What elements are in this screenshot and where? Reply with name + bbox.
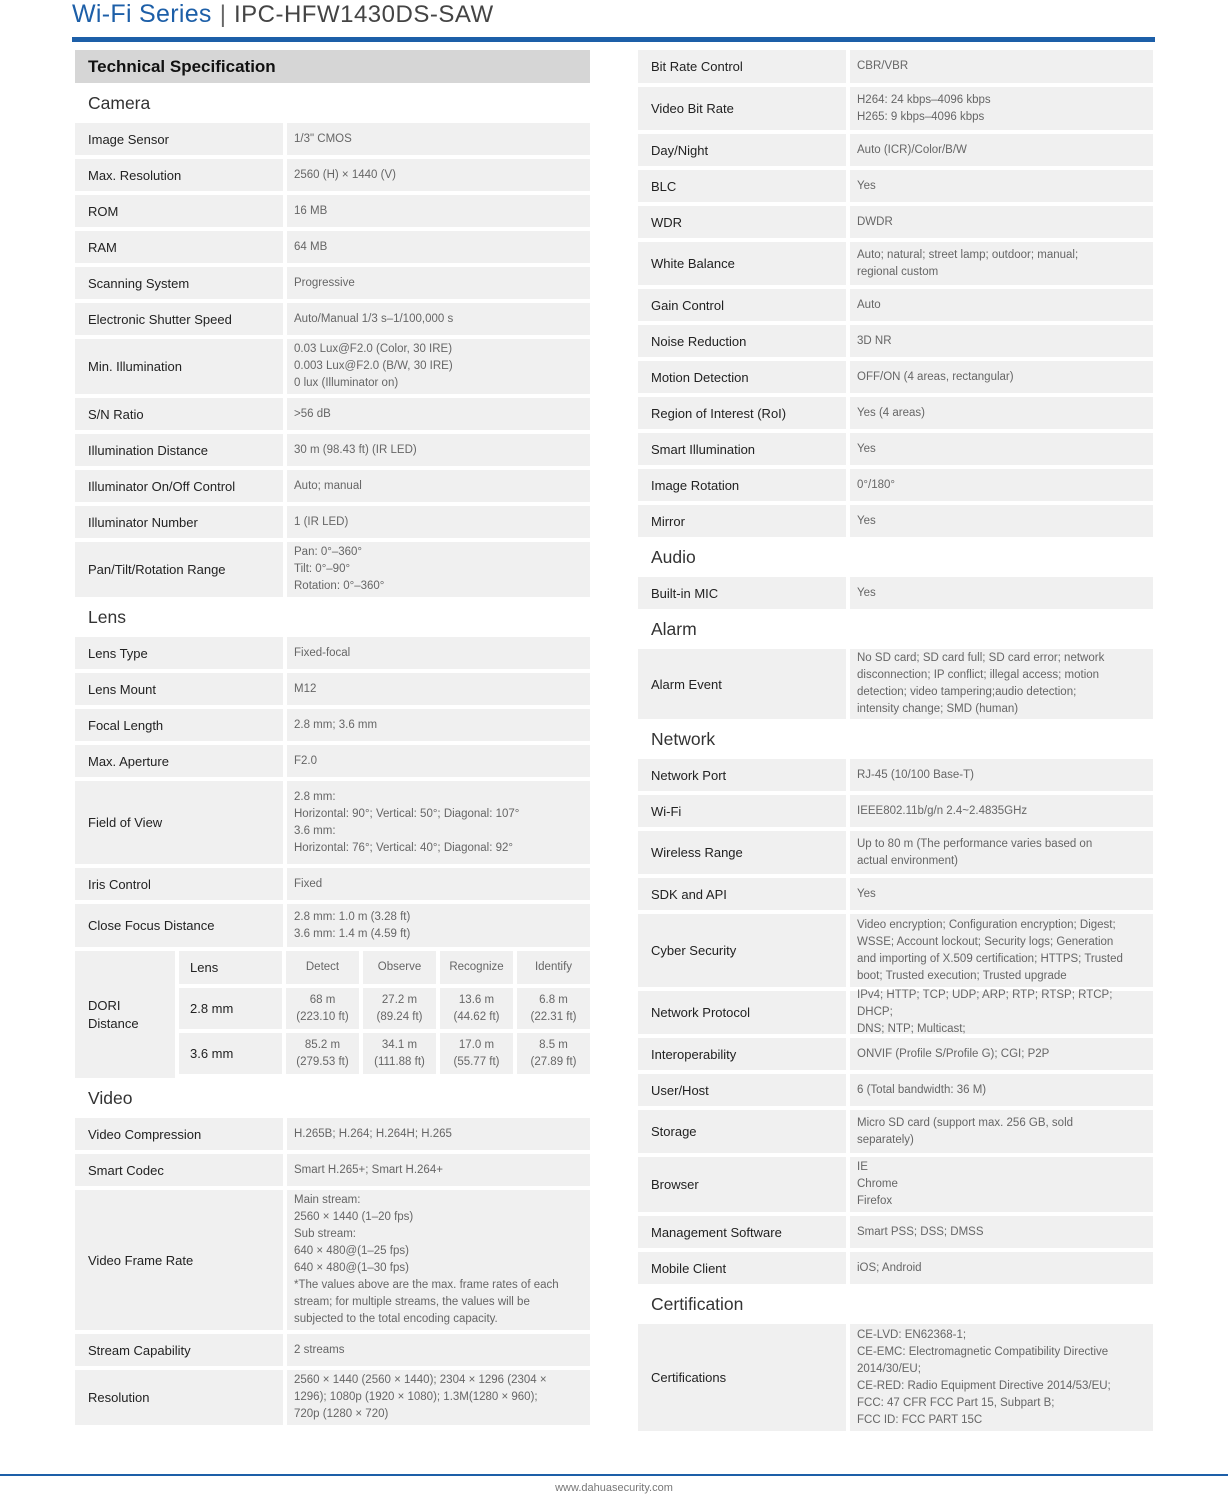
spec-value (287, 339, 590, 394)
spec-value-line: 1 (IR LED) (294, 515, 349, 528)
dori-value-line: (44.62 ft) (453, 1010, 500, 1023)
spec-row-max-aperture (75, 745, 590, 777)
right-column (638, 50, 1153, 1435)
dori-header-cell: Recognize (440, 951, 513, 984)
spec-value (287, 1334, 590, 1366)
spec-value-line: Auto; manual (294, 479, 362, 492)
spec-value-line: Smart H.265+; Smart H.264+ (294, 1163, 443, 1176)
spec-value-line: H264: 24 kbps–4096 kbps (857, 93, 991, 106)
spec-label: Mobile Client (638, 1252, 846, 1284)
spec-value (850, 361, 1153, 393)
spec-label: Smart Illumination (638, 433, 846, 465)
footer-url: www.dahuasecurity.com (555, 1482, 673, 1494)
spec-value (850, 50, 1153, 83)
dori-value-cell (286, 988, 359, 1029)
spec-value (287, 470, 590, 502)
spec-value (287, 1190, 590, 1330)
dori-label-line: Distance (88, 1015, 139, 1031)
spec-label: Alarm Event (638, 649, 846, 719)
spec-value-line: IPv4; HTTP; TCP; UDP; ARP; RTP; RTSP; RTCP; DHCP; (857, 989, 1113, 1018)
spec-value-line: Micro SD card (support max. 256 GB, sold (857, 1116, 1074, 1129)
dori-value-line: 85.2 m (304, 1038, 341, 1051)
spec-value (287, 904, 590, 947)
spec-row-user-host (638, 1074, 1153, 1106)
spec-value (850, 170, 1153, 202)
spec-label: Illumination Distance (75, 434, 283, 466)
spec-value (287, 1370, 590, 1425)
spec-value-line: stream; for multiple streams, the values will be (294, 1296, 530, 1308)
spec-value (850, 577, 1153, 609)
spec-row-resolution (75, 1370, 590, 1425)
dori-label-line: DORI (88, 997, 121, 1013)
spec-value-line: Horizontal: 90°; Vertical: 50°; Diagonal: 107° (294, 807, 520, 820)
spec-value-line: 0.03 Lux@F2.0 (Color, 30 IRE) (294, 343, 453, 355)
spec-label: Motion Detection (638, 361, 846, 393)
dori-lens-cell: 2.8 mm (179, 988, 282, 1029)
spec-value-line: Auto; natural; street lamp; outdoor; manual; (857, 248, 1079, 261)
dori-row (179, 988, 590, 1029)
spec-value (850, 831, 1153, 874)
spec-label: Day/Night (638, 134, 846, 166)
spec-value-line: 2560 × 1440 (1–20 fps) (294, 1211, 414, 1223)
spec-value (850, 649, 1153, 719)
spec-value (287, 398, 590, 430)
spec-row-pan-tilt-rotation-range (75, 542, 590, 597)
dori-value-line: (22.31 ft) (530, 1010, 577, 1023)
spec-value (850, 206, 1153, 238)
spec-label: Built-in MIC (638, 577, 846, 609)
spec-label: Field of View (75, 781, 283, 864)
spec-row-wdr (638, 206, 1153, 238)
dori-value-cell (440, 1033, 513, 1074)
spec-value (287, 434, 590, 466)
dori-value-line: 6.8 m (539, 993, 568, 1006)
spec-value (850, 1038, 1153, 1070)
spec-row-focal-length (75, 709, 590, 741)
spec-label: Stream Capability (75, 1334, 283, 1366)
dori-distance-table (75, 951, 590, 1078)
spec-value-line: Smart PSS; DSS; DMSS (857, 1225, 984, 1238)
spec-row-smart-codec (75, 1154, 590, 1186)
spec-label: Cyber Security (638, 914, 846, 987)
spec-value-line: CBR/VBR (857, 60, 909, 72)
spec-value (850, 1074, 1153, 1106)
dori-header-row (179, 951, 590, 984)
spec-row-rom (75, 195, 590, 227)
spec-row-white-balance (638, 242, 1153, 285)
spec-value (850, 914, 1153, 987)
spec-value-line: intensity change; SMD (human) (857, 703, 1019, 715)
spec-label: Storage (638, 1110, 846, 1153)
spec-value-line: Sub stream: (294, 1228, 356, 1240)
spec-value-line: detection; video tampering;audio detection; (857, 686, 1077, 698)
dori-header-cell: Lens (179, 951, 282, 984)
spec-label: Max. Aperture (75, 745, 283, 777)
spec-row-scanning-system (75, 267, 590, 299)
spec-row-wireless-range (638, 831, 1153, 874)
section-title-alarm: Alarm (651, 619, 697, 639)
dori-value-line: 34.1 m (381, 1038, 418, 1051)
spec-label: Video Frame Rate (75, 1190, 283, 1330)
spec-value-line: Progressive (294, 276, 355, 289)
spec-row-storage (638, 1110, 1153, 1153)
spec-row-bit-rate-control (638, 50, 1153, 83)
section-title-camera: Camera (88, 93, 151, 113)
spec-value-line: CE-LVD: EN62368-1; (857, 1328, 967, 1341)
spec-label: Video Bit Rate (638, 87, 846, 130)
spec-value-line: Fixed-focal (294, 646, 351, 659)
dori-value-cell (363, 1033, 436, 1074)
spec-label: BLC (638, 170, 846, 202)
spec-value (850, 1252, 1153, 1284)
spec-row-interoperability (638, 1038, 1153, 1070)
spec-row-network-protocol (638, 991, 1153, 1034)
spec-row-video-frame-rate (75, 1190, 590, 1330)
dori-row (179, 1033, 590, 1074)
spec-value-line: Video encryption; Configuration encryption; Digest; (857, 918, 1116, 931)
spec-label: Network Port (638, 759, 846, 791)
spec-row-gain-control (638, 289, 1153, 321)
title-separator: | (219, 1, 226, 28)
spec-value-line: DNS; NTP; Multicast; (857, 1023, 966, 1035)
spec-value-line: Pan: 0°–360° (294, 546, 363, 558)
spec-value (850, 991, 1153, 1034)
spec-value-line: disconnection; IP conflict; illegal access; motion (857, 669, 1100, 681)
spec-label: S/N Ratio (75, 398, 283, 430)
spec-value (287, 231, 590, 263)
spec-label: Illuminator Number (75, 506, 283, 538)
spec-row-lens-type (75, 637, 590, 669)
spec-value-line: H.265B; H.264; H.264H; H.265 (294, 1127, 452, 1140)
spec-label: Management Software (638, 1216, 846, 1248)
spec-value-line: 0.003 Lux@F2.0 (B/W, 30 IRE) (294, 360, 453, 372)
spec-value (850, 795, 1153, 827)
spec-row-smart-illumination (638, 433, 1153, 465)
spec-row-day-night (638, 134, 1153, 166)
spec-label: Iris Control (75, 868, 283, 900)
spec-row-close-focus-distance (75, 904, 590, 947)
dori-value-line: (111.88 ft) (374, 1055, 425, 1068)
spec-label: Resolution (75, 1370, 283, 1425)
spec-row-illuminator-number (75, 506, 590, 538)
spec-value-line: FCC ID: FCC PART 15C (857, 1413, 983, 1426)
spec-value-line: FCC: 47 CFR FCC Part 15, Subpart B; (857, 1396, 1055, 1409)
spec-label: RAM (75, 231, 283, 263)
spec-value-line: iOS; Android (857, 1261, 922, 1274)
spec-value-line: ONVIF (Profile S/Profile G); CGI; P2P (857, 1047, 1050, 1060)
spec-value (850, 289, 1153, 321)
spec-value (850, 433, 1153, 465)
spec-value (850, 1110, 1153, 1153)
spec-value-line: 2560 (H) × 1440 (V) (294, 168, 396, 181)
spec-value (850, 505, 1153, 537)
spec-row-illumination-distance (75, 434, 590, 466)
spec-value-line: IEEE802.11b/g/n 2.4~2.4835GHz (857, 804, 1028, 817)
spec-value (287, 709, 590, 741)
spec-row-electronic-shutter-speed (75, 303, 590, 335)
spec-value-line: 640 × 480@(1–30 fps) (294, 1262, 409, 1274)
spec-value (287, 1154, 590, 1186)
spec-value (287, 123, 590, 155)
spec-row-video-compression (75, 1118, 590, 1150)
spec-row-iris-control (75, 868, 590, 900)
spec-value-line: Auto (ICR)/Color/B/W (857, 143, 967, 156)
dori-lens-cell: 3.6 mm (179, 1033, 282, 1074)
spec-value (287, 745, 590, 777)
spec-label: ROM (75, 195, 283, 227)
spec-value-line: Auto (857, 298, 881, 311)
spec-label: Illuminator On/Off Control (75, 470, 283, 502)
spec-value (850, 469, 1153, 501)
spec-label: Region of Interest (RoI) (638, 397, 846, 429)
spec-value-line: actual environment) (857, 854, 958, 867)
spec-label: Pan/Tilt/Rotation Range (75, 542, 283, 597)
spec-value-line: H265: 9 kbps–4096 kbps (857, 110, 985, 123)
spec-value-line: WSSE; Account lockout; Security logs; Generation (857, 935, 1114, 948)
dori-value-line: 27.2 m (381, 993, 418, 1006)
spec-value (850, 878, 1153, 910)
spec-row-network-port (638, 759, 1153, 791)
dori-value-cell (363, 988, 436, 1029)
spec-row-stream-capability (75, 1334, 590, 1366)
spec-value-line: >56 dB (294, 407, 331, 420)
dori-value-line: (279.53 ft) (296, 1055, 349, 1068)
spec-value-line: *The values above are the max. frame rates of each (294, 1279, 559, 1291)
spec-row-min-illumination (75, 339, 590, 394)
spec-label: Close Focus Distance (75, 904, 283, 947)
spec-value-line: Rotation: 0°–360° (294, 580, 385, 592)
spec-label: Wireless Range (638, 831, 846, 874)
spec-value-line: 30 m (98.43 ft) (IR LED) (294, 443, 417, 456)
spec-label: Noise Reduction (638, 325, 846, 357)
spec-value-line: OFF/ON (4 areas, rectangular) (857, 370, 1014, 383)
spec-label: Wi-Fi (638, 795, 846, 827)
section-title-audio: Audio (651, 547, 696, 567)
spec-value (287, 303, 590, 335)
spec-row-ram (75, 231, 590, 263)
spec-value-line: CE-RED: Radio Equipment Directive 2014/53/EU; (857, 1379, 1111, 1392)
spec-label: User/Host (638, 1074, 846, 1106)
dori-grid (179, 951, 590, 1078)
dori-value-line: (89.24 ft) (376, 1010, 423, 1023)
spec-value (287, 781, 590, 864)
footer-rule (0, 1474, 1228, 1476)
spec-label: Image Sensor (75, 123, 283, 155)
spec-value-line: regional custom (857, 265, 939, 278)
spec-label: Smart Codec (75, 1154, 283, 1186)
spec-value-line: M12 (294, 682, 317, 695)
spec-label: Network Protocol (638, 991, 846, 1034)
spec-row-max-resolution (75, 159, 590, 191)
spec-value (287, 159, 590, 191)
spec-value-line: and importing of X.509 certification; HTTPS; Trusted (857, 952, 1123, 965)
spec-row-wi-fi (638, 795, 1153, 827)
spec-label: Interoperability (638, 1038, 846, 1070)
spec-value-line: Yes (857, 586, 876, 599)
spec-value (287, 673, 590, 705)
spec-value (287, 637, 590, 669)
model-number: IPC-HFW1430DS-SAW (233, 1, 494, 28)
spec-label: Scanning System (75, 267, 283, 299)
spec-row-video-bit-rate (638, 87, 1153, 130)
spec-row-mirror (638, 505, 1153, 537)
spec-label: Lens Mount (75, 673, 283, 705)
spec-label: Electronic Shutter Speed (75, 303, 283, 335)
spec-row-sdk-and-api (638, 878, 1153, 910)
dori-value-cell (286, 1033, 359, 1074)
spec-value-line: F2.0 (294, 754, 318, 767)
spec-value-line: Main stream: (294, 1194, 361, 1206)
spec-value-line: 2014/30/EU; (857, 1362, 921, 1375)
spec-value-line: 2.8 mm; 3.6 mm (294, 718, 378, 731)
page-header (72, 0, 494, 30)
section-title-certification: Certification (651, 1294, 744, 1314)
left-column (75, 50, 590, 1429)
dori-label (75, 951, 175, 1078)
spec-value-line: IE (857, 1161, 868, 1173)
spec-row-blc (638, 170, 1153, 202)
spec-value-line: 3D NR (857, 334, 892, 347)
spec-value-line: Yes (857, 442, 876, 455)
spec-value-line: DWDR (857, 215, 893, 228)
spec-value-line: 2.8 mm: 1.0 m (3.28 ft) (294, 910, 411, 923)
spec-label: Focal Length (75, 709, 283, 741)
dori-value-line: 8.5 m (539, 1038, 568, 1051)
spec-value-line: 3.6 mm: 1.4 m (4.59 ft) (294, 927, 411, 940)
spec-row-management-software (638, 1216, 1153, 1248)
spec-row-built-in-mic (638, 577, 1153, 609)
spec-row-motion-detection (638, 361, 1153, 393)
spec-value-line: 2.8 mm: (294, 790, 336, 803)
spec-label: Max. Resolution (75, 159, 283, 191)
spec-value-line: 64 MB (294, 240, 328, 253)
dori-value-line: (27.89 ft) (530, 1055, 577, 1068)
spec-value-line: Up to 80 m (The performance varies based on (857, 837, 1093, 850)
spec-row-s-n-ratio (75, 398, 590, 430)
spec-label: Browser (638, 1157, 846, 1212)
dori-value-cell (517, 1033, 590, 1074)
spec-value (850, 134, 1153, 166)
dori-value-line: 13.6 m (458, 993, 495, 1006)
dori-value-cell (440, 988, 513, 1029)
spec-label: WDR (638, 206, 846, 238)
spec-row-certifications (638, 1324, 1153, 1431)
spec-label: Gain Control (638, 289, 846, 321)
spec-value (850, 242, 1153, 285)
spec-value-line: Horizontal: 76°; Vertical: 40°; Diagonal: 92° (294, 841, 513, 854)
dori-value-line: (55.77 ft) (453, 1055, 500, 1068)
spec-value-line: 640 × 480@(1–25 fps) (294, 1245, 409, 1257)
section-title-video: Video (88, 1088, 133, 1108)
spec-value-line: Yes (4 areas) (857, 406, 925, 419)
spec-row-lens-mount (75, 673, 590, 705)
spec-label: Bit Rate Control (638, 50, 846, 83)
header-rule (72, 37, 1155, 42)
spec-value (287, 542, 590, 597)
spec-value-line: subjected to the total encoding capacity. (294, 1313, 498, 1325)
spec-value (850, 1157, 1153, 1212)
spec-value-line: 16 MB (294, 204, 328, 217)
spec-value-line: 0 lux (Illuminator on) (294, 377, 399, 389)
spec-value (287, 1118, 590, 1150)
spec-value (850, 1324, 1153, 1431)
spec-value-line: CE-EMC: Electromagnetic Compatibility Directive (857, 1345, 1109, 1358)
spec-value-line: Yes (857, 514, 876, 527)
series-title: Wi-Fi Series (72, 0, 212, 28)
spec-label: White Balance (638, 242, 846, 285)
spec-value (287, 506, 590, 538)
spec-value (850, 397, 1153, 429)
dori-value-line: 68 m (309, 993, 336, 1006)
spec-row-cyber-security (638, 914, 1153, 987)
spec-value-line: Firefox (857, 1195, 893, 1207)
spec-row-field-of-view (75, 781, 590, 864)
spec-value-line: 1296); 1080p (1920 × 1080); 1.3M(1280 × 960); (294, 1391, 538, 1403)
spec-row-illuminator-on-off-control (75, 470, 590, 502)
spec-value (850, 87, 1153, 130)
spec-row-browser (638, 1157, 1153, 1212)
spec-value-line: RJ-45 (10/100 Base-T) (857, 768, 974, 781)
spec-value-line: Tilt: 0°–90° (294, 563, 351, 575)
spec-row-region-of-interest-roi (638, 397, 1153, 429)
spec-value-line: 2560 × 1440 (2560 × 1440); 2304 × 1296 (2304 × (294, 1374, 547, 1386)
spec-value (850, 1216, 1153, 1248)
dori-value-line: (223.10 ft) (296, 1010, 349, 1023)
spec-value (287, 868, 590, 900)
spec-label: Lens Type (75, 637, 283, 669)
spec-value (287, 267, 590, 299)
spec-value (850, 325, 1153, 357)
dori-value-line: 17.0 m (458, 1038, 495, 1051)
dori-header-cell: Identify (517, 951, 590, 984)
spec-value (287, 195, 590, 227)
spec-value-line: Auto/Manual 1/3 s–1/100,000 s (294, 312, 454, 325)
spec-value-line: Chrome (857, 1178, 898, 1190)
spec-value-line: Yes (857, 179, 876, 192)
spec-value-line: No SD card; SD card full; SD card error; network (857, 652, 1105, 664)
spec-label: Video Compression (75, 1118, 283, 1150)
spec-label: Certifications (638, 1324, 846, 1431)
spec-value-line: 6 (Total bandwidth: 36 M) (857, 1083, 987, 1096)
dori-header-cell: Detect (286, 951, 359, 984)
section-title-network: Network (651, 729, 716, 749)
spec-row-alarm-event (638, 649, 1153, 719)
spec-row-noise-reduction (638, 325, 1153, 357)
spec-value-line: 720p (1280 × 720) (294, 1408, 389, 1420)
dori-value-cell (517, 988, 590, 1029)
spec-value-line: 0°/180° (857, 478, 895, 491)
spec-row-image-sensor (75, 123, 590, 155)
spec-value (850, 759, 1153, 791)
spec-value-line: 3.6 mm: (294, 824, 336, 837)
spec-value-line: Fixed (294, 877, 323, 890)
spec-value-line: Yes (857, 887, 876, 900)
spec-label: Image Rotation (638, 469, 846, 501)
spec-label: SDK and API (638, 878, 846, 910)
spec-value-line: 1/3" CMOS (294, 132, 352, 145)
spec-value-line: separately) (857, 1133, 914, 1146)
section-title-lens: Lens (88, 607, 126, 627)
spec-row-image-rotation (638, 469, 1153, 501)
spec-label: Min. Illumination (75, 339, 283, 394)
spec-row-mobile-client (638, 1252, 1153, 1284)
tech-spec-title: Technical Specification (75, 50, 590, 83)
dori-header-cell: Observe (363, 951, 436, 984)
spec-label: Mirror (638, 505, 846, 537)
spec-value-line: boot; Trusted execution; Trusted upgrade (857, 969, 1067, 982)
spec-value-line: 2 streams (294, 1343, 345, 1356)
